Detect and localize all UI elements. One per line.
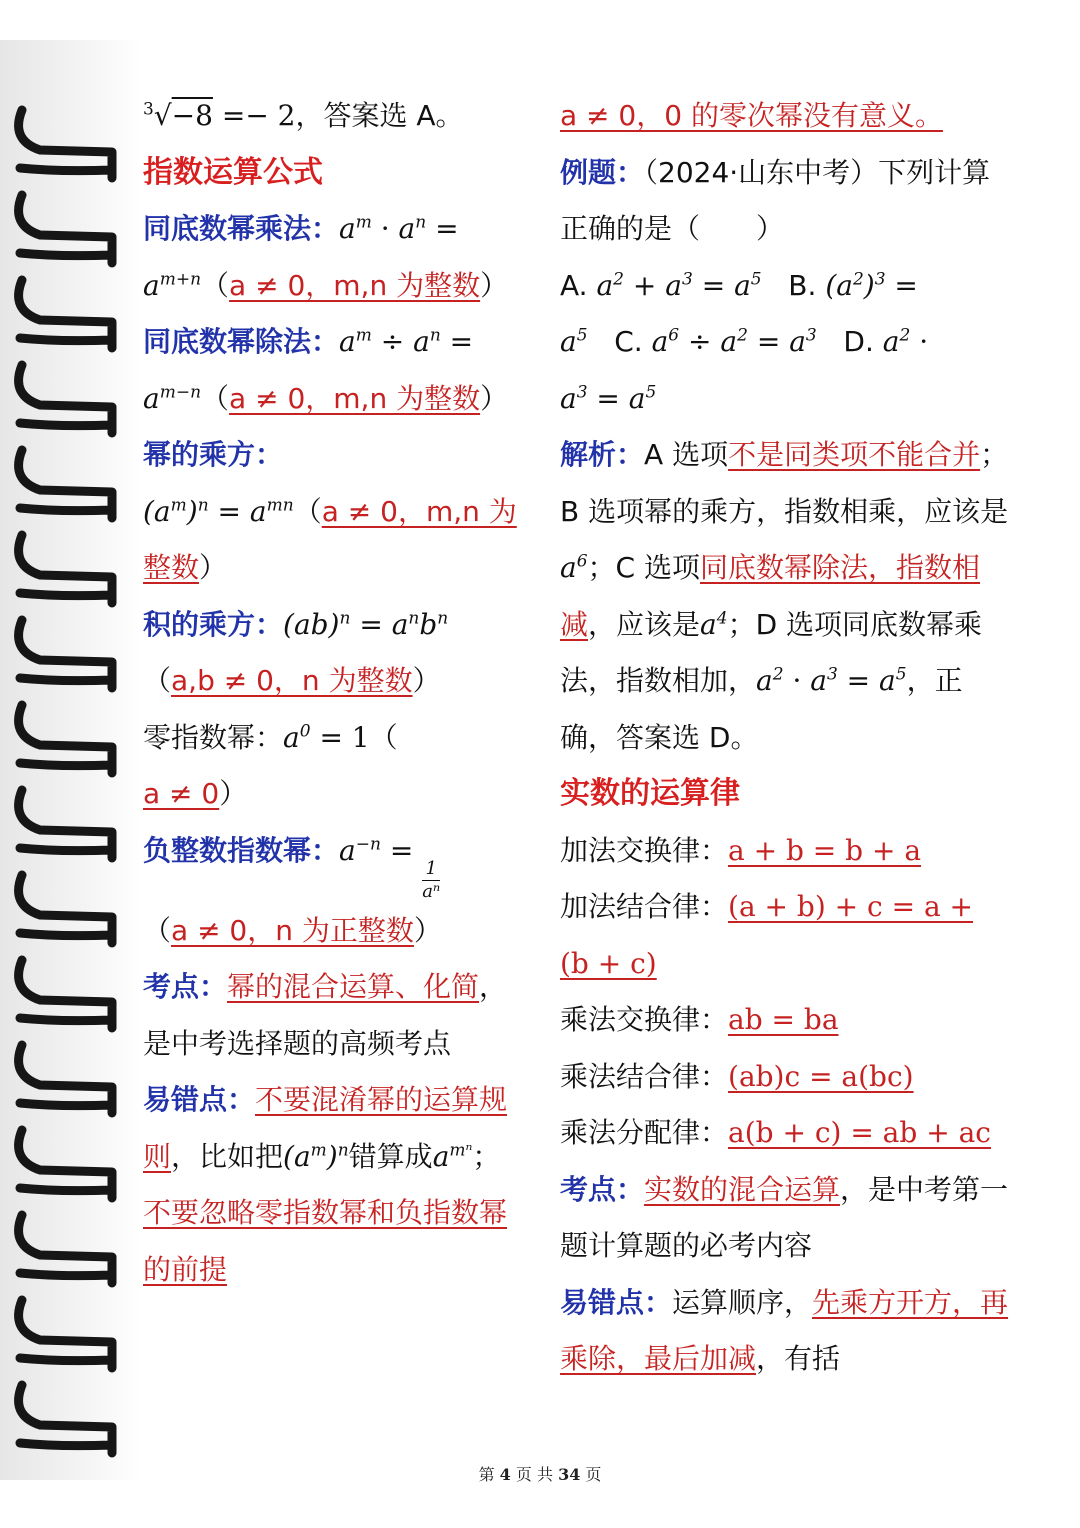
law-addition-commutative: 加法交换律：a + b = b + a — [560, 833, 922, 867]
law-addition-associative: 加法结合律：(a + b) + c = a + (b + c) — [560, 890, 974, 980]
yicuodian-right: 易错点：运算顺序，先乘方开方，再乘除，最后加减，有括 — [560, 1285, 1009, 1375]
current-page-number: 4 — [499, 1465, 511, 1484]
section-heading-real-number-laws: 实数的运算律 — [560, 776, 740, 811]
rule-same-base-multiply: 同底数幂乘法：$a^m \cdot a^n$ = $a^{m+n}(a \ne 0$，m,n 为整数） — [143, 212, 509, 302]
option-a: A. $a^2 + a^3 = a^5$ — [560, 268, 762, 302]
law-distributive: 乘法分配律：a(b + c) = ab + ac — [560, 1116, 991, 1149]
cube-root-line: $^3$√−8 =− 2，答案选 A。 — [143, 99, 464, 132]
fraction-1-over-a-n: $\frac{1}{\text{aⁿ}}$ — [422, 857, 441, 902]
right-column — [560, 88, 1010, 1388]
page-footer: 第 4 页 共 34 页 — [478, 1465, 602, 1484]
left-column — [143, 88, 528, 1298]
rule-zero-exponent: 零指数幂：$a^0 = 1$（ a ≠ 0） — [143, 720, 398, 810]
example-analysis: 解析：A 选项不是同类项不能合并；B 选项幂的乘方，指数相乘，应该是$a^6$；C 选项同底数幂除法，指数相减，应该是$a^4$；D 选项同底数幂乘法，指数相加，$a^2 \cdot a^3 = a^5$，正确，答案选 D。 — [560, 438, 1009, 754]
cube-root-expression: $^3$√−8 =− 2 — [143, 99, 296, 132]
rule-power-of-power: 幂的乘方： $(a^m)^n = a^{mn}(a \ne 0$，m,n 为整数） — [143, 438, 517, 584]
example-options — [560, 258, 1010, 428]
kaodian-right: 考点：实数的混合运算，是中考第一题计算题的必考内容 — [560, 1172, 1009, 1262]
example-question: 例题：（2024·山东中考）下列计算正确的是（ ） — [560, 155, 991, 245]
zero-power-note: a ≠ 0，0 的零次幂没有意义。 — [560, 99, 943, 132]
law-multiplication-commutative: 乘法交换律：ab = ba — [560, 1003, 839, 1036]
rule-same-base-divide: 同底数幂除法：$a^m \div a^n$ = $a^{m-n}(a \ne 0$，m,n 为整数） — [143, 325, 509, 415]
yicuodian-left: 易错点：不要混淆幂的运算规则，比如把$(a^m)^n$错算成$a^{m^n}$；不要忽略零指数幂和负指数幂的前提 — [143, 1083, 508, 1286]
rule-negative-exponent: 负整数指数幂：$a^{-n}$ = $\frac{1}{\text{aⁿ}}$ （a ≠ 0，n 为正整数） — [143, 833, 442, 947]
total-page-count: 34 — [558, 1465, 581, 1484]
rule-power-of-product: 积的乘方：$(ab)^n = a^nb^n$ （a,b ≠ 0，n 为整数） — [143, 607, 449, 697]
option-d: D. $a^2$ · $a^3 = a^5$ — [560, 325, 929, 415]
option-c: C. $a^6 \div a^2 = a^3$ — [614, 325, 817, 358]
kaodian-left: 考点：幂的混合运算、化简，是中考选择题的高频考点 — [143, 970, 508, 1060]
option-b: B. $(a^2)^3$ = $a^5$ — [560, 268, 918, 358]
spiral-binding-graphic — [0, 40, 140, 1480]
law-multiplication-associative: 乘法结合律：(ab)c = a(bc) — [560, 1059, 914, 1093]
section-heading-exponent-formulas: 指数运算公式 — [143, 154, 323, 190]
